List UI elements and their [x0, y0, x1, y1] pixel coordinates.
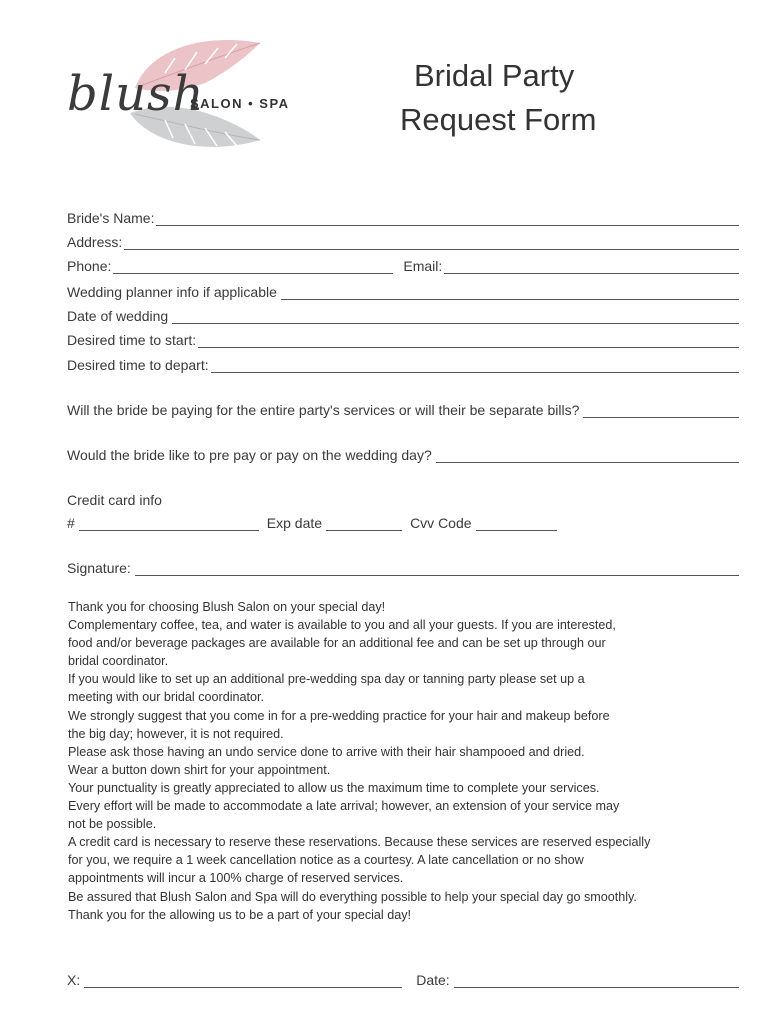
phone-field[interactable] [113, 259, 393, 274]
brides-name-field[interactable] [156, 211, 739, 226]
email-label: Email: [403, 258, 443, 274]
time-start-label: Desired time to start: [67, 332, 197, 348]
x-label: X: [67, 972, 81, 988]
time-depart-field[interactable] [211, 358, 739, 373]
page-title [400, 54, 600, 142]
card-number-label: # [67, 515, 75, 531]
logo-subtitle: SALON • SPA [190, 96, 290, 111]
cvv-code-label: Cvv Code [410, 515, 472, 531]
credit-card-heading: Credit card info [67, 492, 162, 508]
date-field[interactable] [454, 973, 739, 988]
time-start-field[interactable] [198, 333, 739, 348]
signature-field[interactable] [135, 561, 739, 576]
terms-line: If you would like to set up an additional pre-wedding spa day or tanning party please set up a [68, 672, 585, 687]
wedding-planner-row [67, 280, 739, 300]
terms-line: the big day; however, it is not required. [68, 726, 284, 741]
wedding-planner-field[interactable] [281, 285, 739, 300]
terms-line: Wear a button down shirt for your appointment. [68, 762, 331, 777]
final-signature-row [67, 968, 739, 988]
email-field[interactable] [444, 259, 739, 274]
terms-line: meeting with our bridal coordinator. [68, 690, 265, 705]
prepay-question-field[interactable] [436, 448, 739, 463]
brides-name-label: Bride's Name: [67, 210, 155, 226]
exp-date-label: Exp date [266, 515, 323, 531]
title-line-2: Request Form [400, 102, 597, 137]
brides-name-row [67, 206, 739, 226]
paying-question-label: Will the bride be paying for the entire party's services or will their be separate bills? [67, 402, 580, 418]
card-number-field[interactable] [79, 516, 259, 531]
terms-line: Thank you for choosing Blush Salon on your special day! [68, 600, 386, 614]
terms-line: We strongly suggest that you come in for a pre-wedding practice for your hair and makeup before [68, 708, 610, 723]
terms-line: A credit card is necessary to reserve these reservations. Because these services are reserved especially [68, 835, 651, 850]
wedding-date-row [67, 304, 739, 324]
prepay-question-row [67, 443, 739, 463]
terms-line: not be possible. [68, 817, 157, 832]
phone-label: Phone: [67, 258, 112, 274]
terms-line: Your punctuality is greatly appreciated to allow us the maximum time to complete your services. [68, 780, 600, 795]
exp-date-field[interactable] [326, 516, 402, 531]
prepay-question-label: Would the bride like to pre pay or pay on the wedding day? [67, 447, 432, 463]
wedding-date-label: Date of wedding [67, 308, 169, 324]
logo-wordmark: blush [67, 66, 205, 122]
terms-line: Be assured that Blush Salon and Spa will do everything possible to help your special day go smoothly. [68, 889, 637, 904]
paying-question-field[interactable] [583, 403, 739, 418]
credit-card-heading-row [67, 488, 739, 508]
terms-line: Thank you for the allowing us to be a part of your special day! [68, 907, 412, 922]
phone-email-row [67, 254, 739, 274]
terms-line: food and/or beverage packages are available for an additional fee and can be set up through our [68, 636, 606, 651]
x-signature-field[interactable] [84, 973, 402, 988]
terms-line: for you, we require a 1 week cancellation notice as a courtesy. A late cancellation or no show [68, 853, 584, 868]
date-label: Date: [416, 972, 450, 988]
wedding-date-field[interactable] [172, 309, 739, 324]
time-start-row [67, 328, 739, 348]
credit-card-row [67, 511, 557, 531]
terms-line: appointments will incur a 100% charge of reserved services. [68, 871, 404, 886]
paying-question-row [67, 398, 739, 418]
address-field[interactable] [124, 235, 739, 250]
time-depart-label: Desired time to depart: [67, 357, 209, 373]
blush-logo [55, 28, 295, 168]
terms-line: Every effort will be made to accommodate a late arrival; however, an extension of your service may [68, 799, 620, 814]
terms-line: Complementary coffee, tea, and water is available to you and all your guests. If you are interested, [68, 618, 616, 633]
terms-text [68, 598, 718, 924]
title-line-1: Bridal Party [414, 58, 575, 93]
wedding-planner-label: Wedding planner info if applicable [67, 284, 277, 300]
terms-line: bridal coordinator. [68, 654, 169, 669]
signature-row [67, 556, 739, 576]
terms-line: Please ask those having an undo service done to arrive with their hair shampooed and dried. [68, 744, 585, 759]
address-row [67, 230, 739, 250]
time-depart-row [67, 353, 739, 373]
cvv-code-field[interactable] [476, 516, 557, 531]
signature-label: Signature: [67, 560, 131, 576]
address-label: Address: [67, 234, 123, 250]
